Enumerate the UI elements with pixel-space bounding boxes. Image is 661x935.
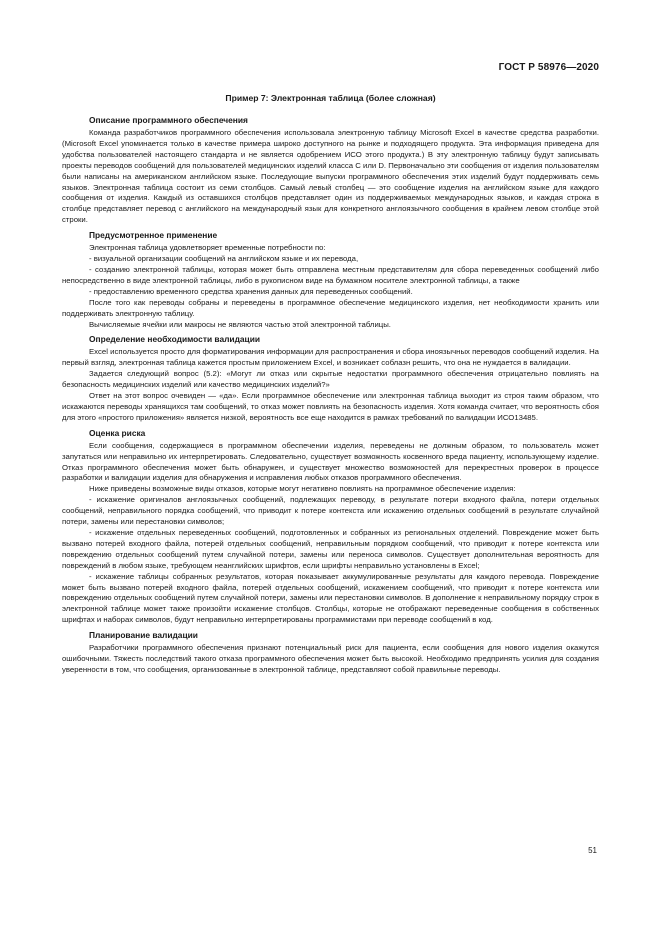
paragraph: Вычисляемые ячейки или макросы не являются частью этой электронной таблицы. (89, 319, 391, 329)
paragraph: После того как переводы собраны и переведены в программное обеспечение медицинского изделия, нет необходимости хранить или поддерживать электронную таблицу. (62, 297, 599, 318)
list-item: - искажение оригиналов англоязычных сообщений, подлежащих переводу, в результате потери входного файла, потери отдельных сообщений, неправильного порядка сообщений, что приводит к потере контекста или искажению отдельных сообщений в результате случайной потери, замены или перестановки символов; (62, 495, 599, 527)
list-item: - созданию электронной таблицы, которая может быть отправлена местным представителям для сбора переведенных сообщений либо непосредственно в виде электронной таблицы, либо в рукописном виде на бумажном носителе электронной таблицы, а также (62, 264, 599, 285)
list-item: - искажение таблицы собранных результатов, которая показывает аккумулированные результаты для каждого перевода. Повреждение может быть вызвано потерей входного файла, потерей отдельных сообщений, искажением сообщений, что приводит к потере контекста или повреждению отдельных сообщений путем случайной потери, замены или перестановки символов. В дополнение к неправильному порядку строк в электронной таблице может также произойти искажение столбцов. Столбцы, которые не отображают переведенные сообщения в собственных шрифтах и наборах символов, будут неправильно интерпретированы программистами при переводе сообщений в код. (62, 571, 599, 625)
section-validation-need (62, 334, 599, 423)
page-number: 51 (588, 846, 597, 855)
section-heading: Описание программного обеспечения (89, 115, 248, 125)
section-validation-planning (62, 630, 599, 676)
list-item: - визуальной организации сообщений на английском языке и их перевода, (89, 254, 359, 264)
document-code: ГОСТ Р 58976—2020 (498, 62, 599, 73)
paragraph: Excel используется просто для форматирования информации для распространения и сбора иноязычных переводов сообщений изделия. На первый взгляд, электронная таблица кажется простым приложением Excel, и возникает соблазн решить, что она не нуждается в валидации. (62, 347, 599, 368)
paragraph: Задается следующий вопрос (5.2): «Могут ли отказ или скрытые недостатки программного обеспечения отрицательно повлиять на безопасность медицинских изделий или качество медицинских изделий?» (62, 369, 599, 390)
paragraph: Разработчики программного обеспечения признают потенциальный риск для пациента, если сообщения для нового изделия окажутся ошибочными. Тяжесть последствий такого отказа программного обеспечения может быть высокой. Необходимо предпринять усилия для создания уверенности в том, что сообщения, организованные в электронной таблице, представляют собой правильные переводы. (62, 643, 599, 674)
paragraph: Если сообщения, содержащиеся в программном обеспечении изделия, переведены не должным образом, то пользователь может запутаться или неправильно их интерпретировать. Следовательно, существует возможность косвенного вреда пациенту, использующему изделие. Отказ программного обеспечения может быть обнаружен, и существует множество возможностей для перекрестных проверок в процессе разработки и валидации изделия для обнаружения и исправления любых отказов программного обеспечения. (62, 440, 599, 483)
paragraph: Ниже приведены возможные виды отказов, которые могут негативно повлиять на программное обеспечение изделия: (89, 484, 516, 494)
section-heading: Определение необходимости валидации (89, 334, 261, 345)
section-heading: Планирование валидации (89, 630, 198, 641)
paragraph: Команда разработчиков программного обеспечения использовала электронную таблицу Microsoft Excel в качестве средства разработки. (Microsoft Excel упоминается только в качестве примера широко доступного на рынке и подходящего продукта. Эта информация приведена для удобства пользователей настоящего стандарта и не является одобрением ИСО этого продукта.) В эту электронную таблицу будут записывать проекты переводов сообщений для пользователей медицинских изделий класса С или D. Первоначально эти сообщения от изделия пользователям были написаны на американском английском языке. Последующие выпуски программного обеспечения этих изделий будут поддерживать семь языков. Электронная таблица состоит из семи столбцов. Самый левый столбец — это сообщение изделия на английском языке для каждого сообщения от изделия. Каждый из оставшихся столбцов представляет один из поддерживаемых международных языков, и каждая строка в столбце представляет перевод с английского на международный язык для конкретного англоязычного сообщения в крайнем левом столбце этой строки. (62, 128, 599, 225)
section-software-description (62, 115, 599, 226)
document-body (62, 115, 599, 680)
section-intended-use (62, 230, 599, 330)
paragraph: Электронная таблица удовлетворяет временные потребности по: (89, 243, 326, 253)
paragraph: Ответ на этот вопрос очевиден — «да». Если программное обеспечение или электронная таблица выходит из строя таким образом, что искажаются переводы хранящихся там сообщений, то отказ может повлиять на безопасность изделия. Хотя команда считает, что вероятность сбоя для этого «простого приложения» является низкой, вероятность все еще находится в рамках требований по валидации ИСО13485. (62, 391, 599, 422)
list-item: - искажение отдельных переведенных сообщений, подготовленных и собранных из региональных отделений. Повреждение может быть вызвано потерей входного файла, потерей отдельных сообщений, неправильным порядком сообщений, что приводит к потере контекста или повреждению отдельных сообщений путем случайной потери, замены или переноса символов. Существует дополнительная вероятность для повреждений в любом языке, требующем неанглийских шрифтов, если шрифты неправильно установлены в Excel; (62, 528, 599, 570)
section-heading: Оценка риска (89, 427, 146, 438)
example-title: Пример 7: Электронная таблица (более сложная) (225, 93, 436, 103)
section-risk-assessment (62, 428, 599, 626)
section-heading: Предусмотренное применение (89, 230, 218, 241)
list-item: - предоставлению временного средства хранения данных для переведенных сообщений. (89, 286, 413, 296)
